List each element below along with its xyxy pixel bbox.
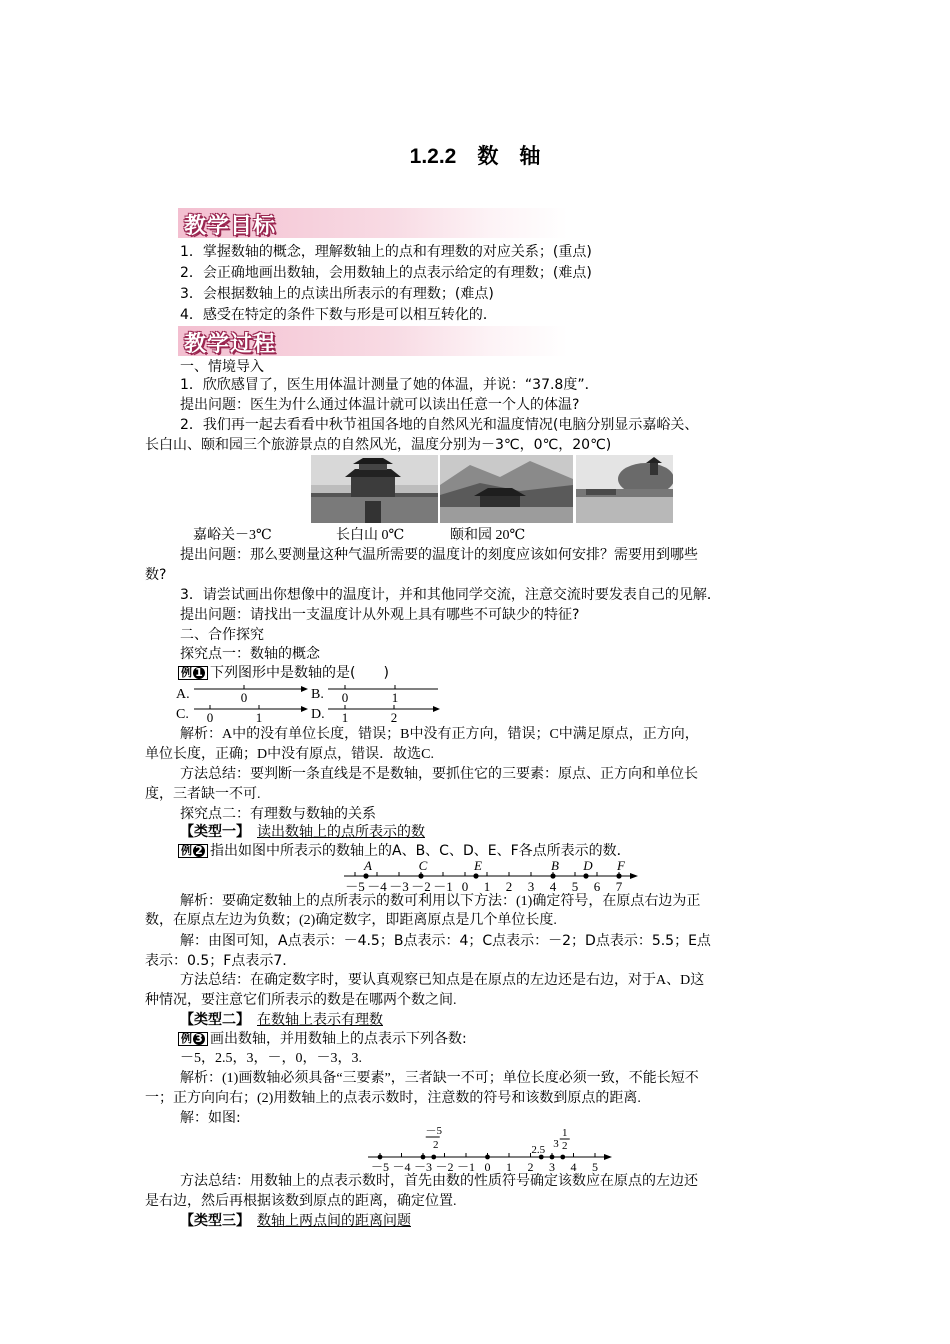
question-line: 3．请尝试画出你想像中的温度计，并和其他同学交流，注意交流时要发表自己的见解．	[180, 587, 721, 603]
option-label: A.	[176, 687, 190, 702]
tick-label: 0	[240, 690, 248, 705]
option-label: B.	[311, 687, 324, 702]
point-label: F	[617, 858, 625, 873]
type-1-heading: 【类型一】 读出数轴上的点所表示的数	[180, 824, 425, 840]
tick-label: －4	[367, 879, 387, 894]
example-2-number-line	[340, 856, 640, 894]
point-label: B	[551, 858, 559, 873]
svg-text:1: 1	[391, 690, 399, 705]
tick-label: －3	[389, 879, 409, 894]
goal-item: 2．会正确地画出数轴，会用数轴上的点表示给定的有理数；(难点)	[180, 265, 592, 281]
solution-line: 解：由图可知，A点表示：－4.5；B点表示：4；C点表示：－2；D点表示：5.5；E点	[180, 933, 711, 949]
subsection-heading: 探究点二：有理数与数轴的关系	[180, 806, 376, 822]
example-2-question: 例 2 指出如图中所表示的数轴上的A、B、C、D、E、F各点所表示的数．	[178, 842, 631, 860]
summary-line: 是右边，然后再根据该数到原点的距离，确定位置.	[145, 1194, 457, 1209]
solution-line: 表示：0.5；F点表示7.	[145, 953, 287, 969]
point-label: E	[474, 858, 482, 873]
analysis-line: 一；正方向向右；(2)用数轴上的点表示数时，注意数的符号和该数到原点的距离.	[145, 1091, 641, 1106]
axis-arrow	[630, 873, 638, 879]
intro-line: 提出问题：医生为什么通过体温计就可以读出任意一个人的体温?	[180, 397, 580, 413]
tick-label: 1	[483, 879, 491, 894]
analysis-line: 解析：A中的没有单位长度，错误；B中没有正方向，错误；C中满足原点，正方向，	[180, 727, 699, 742]
point-marker	[583, 873, 588, 878]
tick-label: 3	[549, 1160, 555, 1174]
changbaishan-photo	[440, 455, 573, 523]
point-marker	[378, 1155, 383, 1160]
process-banner: 教学过程	[178, 326, 568, 356]
section-heading: 二、合作探究	[180, 627, 264, 643]
example-badge: 例 1	[178, 666, 208, 680]
point-marker	[421, 1155, 426, 1160]
point-label: D	[583, 858, 593, 873]
photo-caption: 嘉峪关－3℃	[193, 528, 272, 543]
svg-text:1: 1	[341, 710, 349, 725]
summary-line: 度，三者缺一不可.	[145, 787, 261, 802]
subsection-heading: 探究点一：数轴的概念	[180, 646, 320, 662]
summary-line: 种情况，要注意它们所表示的数是在哪两个数之间.	[145, 993, 457, 1008]
fraction-denominator: 2	[562, 1140, 568, 1152]
summary-line: 方法总结：用数轴上的点表示数时，首先由数的性质符号确定该数应在原点的左边还	[180, 1174, 698, 1189]
svg-text:1: 1	[255, 710, 263, 725]
analysis-line: 解析：(1)画数轴必须具备“三要素”，三者缺一不可；单位长度必须一致，不能长短不	[180, 1071, 699, 1086]
goals-banner: 教学目标	[178, 208, 568, 238]
photo-caption: 长白山 0℃	[336, 528, 405, 543]
tick-label: －5	[345, 879, 365, 894]
point-label: 3	[553, 1138, 559, 1150]
goal-item: 4．感受在特定的条件下数与形是可以相互转化的．	[180, 307, 497, 323]
point-label: C	[418, 858, 428, 873]
tick-label: 6	[593, 879, 601, 894]
analysis-line: 单位长度，正确；D中没有原点，错误．故选C.	[145, 747, 434, 762]
type-3-heading: 【类型三】 数轴上两点间的距离问题	[180, 1213, 411, 1229]
option-label: C.	[176, 707, 189, 722]
fraction-numerator: 1	[562, 1127, 568, 1139]
svg-text:0: 0	[341, 690, 349, 705]
yiheyuan-photo	[576, 455, 673, 523]
page-title: 1.2.2 数 轴	[409, 145, 541, 168]
question-line: 提出问题：请找出一支温度计从外观上具有哪些不可缺少的特征?	[180, 607, 580, 623]
tick-label: 2	[527, 1160, 534, 1174]
point-marker	[418, 873, 423, 878]
tick-label: 0	[484, 1160, 491, 1174]
tick-label: －5	[370, 1160, 390, 1174]
fraction-numerator: －5	[425, 1125, 442, 1137]
tick-label: 3	[527, 879, 535, 894]
analysis-line: 数，在原点左边为负数；(2)确定数字，即距离原点是几个单位长度.	[145, 913, 557, 928]
point-marker	[431, 1155, 436, 1160]
axis-arrow	[604, 1154, 612, 1160]
photo-caption: 颐和园 20℃	[450, 528, 526, 543]
solution-label: 解：如图:	[180, 1110, 241, 1126]
summary-line: 方法总结：在确定数字时，要认真观察已知点是在原点的左边还是右边，对于A、D这	[180, 973, 705, 988]
point-marker	[550, 873, 555, 878]
tick-label: 5	[571, 879, 579, 894]
point-marker	[550, 1155, 555, 1160]
tick-label: 1	[506, 1160, 512, 1174]
point-label: 2.5	[531, 1144, 546, 1156]
tick-label: －3	[413, 1160, 433, 1174]
point-marker	[616, 873, 621, 878]
intro-line: 1．欣欣感冒了，医生用体温计测量了她的体温，并说：“37.8度”．	[180, 377, 599, 393]
point-label: A	[364, 858, 372, 873]
tick-label: －2	[435, 1160, 454, 1174]
type-2-heading: 【类型二】 在数轴上表示有理数	[180, 1012, 383, 1028]
question-line: 提出问题：那么要测量这种气温所需要的温度计的刻度应该如何安排？需要用到哪些	[180, 547, 698, 563]
summary-line: 方法总结：要判断一条直线是不是数轴，要抓住它的三要素：原点、正方向和单位长	[180, 767, 698, 782]
example-3-number-line	[364, 1124, 614, 1176]
example-1-question: 例 1 下列图形中是数轴的是( )	[178, 664, 389, 682]
tick-label: －2	[411, 879, 431, 894]
svg-text:2: 2	[390, 710, 398, 725]
analysis-line: 解析：要确定数轴上的点所表示的数可利用以下方法：(1)确定符号，在原点右边为正	[180, 894, 701, 909]
intro-line: 长白山、颐和园三个旅游景点的自然风光，温度分别为－3℃，0℃，20℃)	[145, 437, 612, 453]
intro-line: 2．我们再一起去看看中秋节祖国各地的自然风光和温度情况(电脑分别显示嘉峪关、	[180, 417, 699, 433]
goal-item: 3．会根据数轴上的点读出所表示的有理数；(难点)	[180, 286, 494, 302]
jiayuguan-photo	[311, 455, 438, 523]
point-marker	[485, 1155, 490, 1160]
point-marker	[560, 1155, 565, 1160]
point-marker	[363, 873, 368, 878]
example-badge: 例 3	[178, 1032, 208, 1046]
goal-item: 1．掌握数轴的概念，理解数轴上的点和有理数的对应关系；(重点)	[180, 244, 592, 260]
tick-label: 4	[549, 879, 557, 894]
example-badge: 例 2	[178, 844, 208, 858]
fraction-denominator: 2	[433, 1139, 439, 1151]
tick-label: －1	[433, 879, 453, 894]
tick-label: 0	[461, 879, 469, 894]
numbers-list: －5，2.5，3，－，0，－3，3.	[180, 1051, 362, 1066]
tick-label: 4	[570, 1160, 577, 1174]
section-heading: 一、情境导入	[180, 359, 264, 375]
question-line: 数?	[145, 567, 167, 583]
example-3-question: 例 3 画出数轴，并用数轴上的点表示下列各数:	[178, 1030, 467, 1048]
tick-label: －4	[392, 1160, 411, 1174]
point-marker	[473, 873, 478, 878]
option-label: D.	[311, 707, 325, 722]
svg-text:0: 0	[206, 710, 214, 725]
tick-label: －1	[456, 1160, 476, 1174]
tick-label: 5	[592, 1160, 598, 1174]
tick-label: 7	[615, 879, 623, 894]
tick-label: 2	[505, 879, 513, 894]
